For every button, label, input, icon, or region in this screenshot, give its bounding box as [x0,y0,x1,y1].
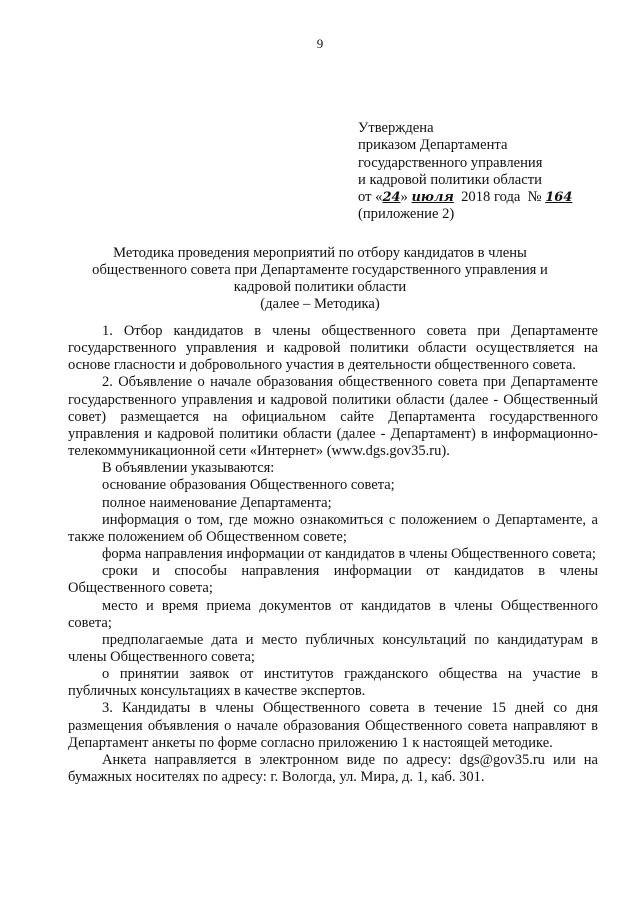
announcement-item: место и время приема документов от кандидатов в члены Общественного совета; [68,597,598,631]
announcement-intro: В объявлении указываются: [102,460,275,477]
paragraph-questionnaire: Анкета направляется в электронном виде по адресу: dgs@gov35.ru или на бумажных носителях по адресу: г. Вологда, ул. Мира, д. 1, каб. 301. [68,751,598,786]
approval-line-1: Утверждена [358,120,434,136]
page-number: 9 [316,36,324,51]
handwritten-order-number: 164 [545,190,573,206]
approval-line-3: государственного управления [358,154,543,171]
announcement-item: форма направления информации от кандидатов в члены Общественного совета; [102,546,596,563]
announcement-item: основание образования Общественного совета; [102,477,395,494]
document-title [60,245,580,313]
announcement-item: сроки и способы направления информации от кандидатов в члены Общественного совета; [68,563,598,597]
announcement-item: о принятии заявок от институтов гражданского общества на участие в публичных консультациях в качестве экспертов. [68,666,598,700]
document-body [68,323,598,786]
approval-line-2: приказом Департамента [358,137,508,154]
title-line-2: общественного совета при Департаменте государственного управления и [92,262,548,278]
title-line-4: (далее – Методика) [260,296,380,312]
approval-date-line [358,189,618,206]
handwritten-day: 24 [382,190,401,206]
date-mid: » [400,189,412,206]
approval-appendix: (приложение 2) [358,206,455,223]
paragraph-3: 3. Кандидаты в члены Общественного совета в течение 15 дней со дня размещения объявления о начале образования Общественного совета направляют в Департамент анкеты по форме согласно приложению 1 к настоящей методике. [68,700,598,751]
date-prefix: от « [358,189,383,206]
handwritten-month: июля [411,190,454,206]
announcement-item: предполагаемые дата и место публичных консультаций по кандидатурам в члены Общественного совета; [68,631,598,665]
paragraph-1: 1. Отбор кандидатов в члены общественного совета при Департаменте государственного управления и кадровой политики области осуществляется на основе гласности и добровольного участия в деятельности общественного совета. [68,323,598,374]
announcement-item: информация о том, где можно ознакомиться с положением о Департаменте, а также положением об Общественном совете; [68,511,598,545]
approval-line-4: и кадровой политики области [358,171,542,188]
paragraph-2: 2. Объявление о начале образования общественного совета при Департаменте государственного управления и кадровой политики области (далее - Общественный совет) размещается на официальном сайте Департамента государственного управления и кадровой политики области (далее - Департамент) в информационно-телекоммуникационной сети «Интернет» (www.dgs.gov35.ru). [68,374,598,460]
announcement-item: полное наименование Департамента; [102,494,332,511]
title-line-3: кадровой политики области [233,279,407,295]
date-year: 2018 года № [453,189,542,206]
title-line-1: Методика проведения мероприятий по отбору кандидатов в члены [113,245,527,261]
approval-block [358,120,618,224]
